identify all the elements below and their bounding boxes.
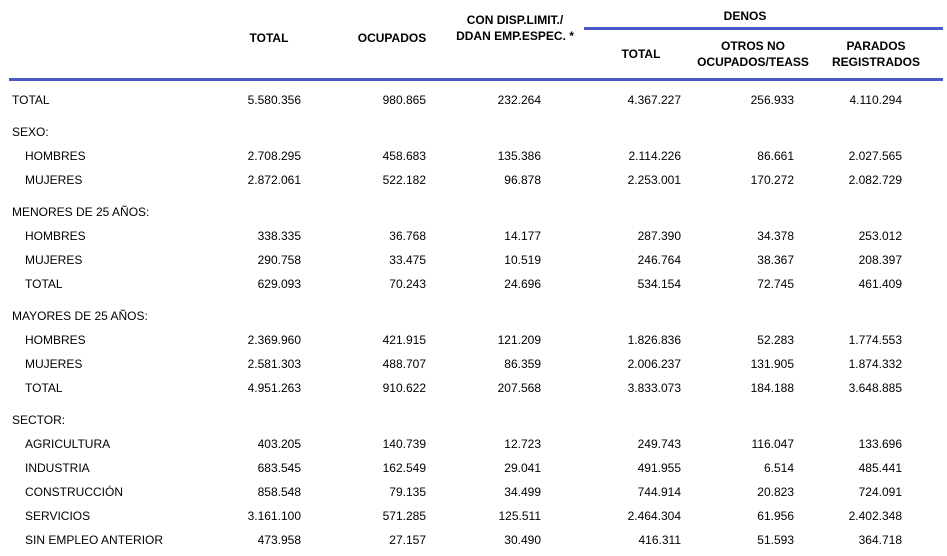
cell-col-2: 571.285: [382, 509, 426, 523]
section-label: MAYORES DE 25 AÑOS:: [12, 309, 148, 323]
cell-col-2: 488.707: [382, 357, 426, 371]
cell-col-3: 29.041: [504, 461, 541, 475]
header-ocupados: OCUPADOS: [357, 31, 427, 45]
cell-col-5: 72.745: [757, 277, 794, 291]
cell-col-6: 1.774.553: [848, 333, 902, 347]
row-label: INDUSTRIA: [25, 461, 90, 475]
cell-col-1: 290.758: [257, 253, 301, 267]
cell-col-3: 86.359: [504, 357, 541, 371]
row-label: MUJERES: [25, 253, 83, 267]
cell-col-2: 458.683: [382, 149, 426, 163]
cell-col-2: 36.768: [389, 229, 426, 243]
section-row: [0, 306, 947, 326]
cell-col-1: 2.708.295: [247, 149, 301, 163]
cell-col-6: 461.409: [858, 277, 902, 291]
cell-col-1: 858.548: [257, 485, 301, 499]
section-label: SECTOR:: [12, 413, 66, 427]
section-row: [0, 410, 947, 430]
cell-col-1: 2.872.061: [247, 173, 301, 187]
table-row: [0, 170, 947, 190]
row-label: SIN EMPLEO ANTERIOR: [25, 533, 164, 547]
cell-col-2: 140.739: [382, 437, 426, 451]
cell-col-1: 338.335: [257, 229, 301, 243]
cell-col-1: 629.093: [257, 277, 301, 291]
table-row: [0, 226, 947, 246]
header-con-disp: [440, 12, 590, 44]
cell-col-3: 232.264: [497, 93, 541, 107]
table-row: [0, 250, 947, 270]
cell-col-4: 249.743: [637, 437, 681, 451]
cell-col-4: 287.390: [637, 229, 681, 243]
cell-col-6: 485.441: [858, 461, 902, 475]
cell-col-3: 96.878: [504, 173, 541, 187]
cell-col-1: 473.958: [257, 533, 301, 547]
cell-col-4: 1.826.836: [627, 333, 681, 347]
cell-col-6: 4.110.294: [849, 93, 902, 107]
header-otros: [692, 38, 814, 70]
header-denos: DENOS: [723, 9, 767, 23]
cell-col-5: 61.956: [757, 509, 794, 523]
table-row: [0, 458, 947, 478]
row-label: HOMBRES: [25, 333, 86, 347]
header-bottom-rule: [9, 78, 943, 81]
table-row: [0, 274, 947, 294]
header-otros-line2: OCUPADOS/TEASS: [697, 55, 809, 69]
cell-col-3: 24.696: [504, 277, 541, 291]
cell-col-3: 12.723: [504, 437, 541, 451]
cell-col-3: 125.511: [498, 509, 541, 523]
cell-col-6: 2.082.729: [848, 173, 902, 187]
cell-col-2: 522.182: [382, 173, 426, 187]
cell-col-4: 534.154: [637, 277, 681, 291]
cell-col-3: 207.568: [497, 381, 541, 395]
header-con-disp-line2: DDAN EMP.ESPEC. *: [456, 29, 574, 43]
cell-col-6: 133.696: [858, 437, 902, 451]
cell-col-2: 79.135: [389, 485, 426, 499]
section-row: [0, 202, 947, 222]
cell-col-3: 30.490: [504, 533, 541, 547]
header-total: TOTAL: [249, 31, 289, 45]
cell-col-5: 51.593: [757, 533, 794, 547]
row-label: SERVICIOS: [25, 509, 91, 523]
table-row: [0, 90, 947, 110]
cell-col-1: 4.951.263: [247, 381, 301, 395]
cell-col-3: 34.499: [504, 485, 541, 499]
cell-col-4: 744.914: [637, 485, 681, 499]
cell-col-4: 2.253.001: [627, 173, 681, 187]
cell-col-2: 421.915: [382, 333, 426, 347]
cell-col-6: 2.402.348: [848, 509, 902, 523]
header-parados-line1: PARADOS: [846, 39, 906, 53]
header-otros-line1: OTROS NO: [720, 39, 785, 53]
cell-col-2: 162.549: [382, 461, 426, 475]
cell-col-1: 403.205: [257, 437, 301, 451]
cell-col-1: 2.581.303: [247, 357, 301, 371]
section-label: SEXO:: [12, 125, 49, 139]
cell-col-2: 27.157: [389, 533, 426, 547]
cell-col-2: 980.865: [382, 93, 426, 107]
cell-col-2: 910.622: [382, 381, 426, 395]
row-label: TOTAL: [25, 381, 63, 395]
cell-col-1: 2.369.960: [247, 333, 301, 347]
cell-col-3: 135.386: [497, 149, 541, 163]
header-parados: [816, 38, 936, 70]
header-con-disp-line1: CON DISP.LIMIT./: [466, 13, 564, 27]
cell-col-1: 5.580.356: [247, 93, 301, 107]
cell-col-6: 208.397: [858, 253, 902, 267]
cell-col-4: 2.114.226: [628, 149, 681, 163]
table-row: [0, 330, 947, 350]
cell-col-6: 2.027.565: [848, 149, 902, 163]
cell-col-6: 724.091: [858, 485, 902, 499]
table-row: [0, 506, 947, 526]
denos-divider: [584, 27, 943, 30]
cell-col-4: 416.311: [638, 533, 681, 547]
cell-col-5: 52.283: [757, 333, 794, 347]
cell-col-5: 131.905: [750, 357, 794, 371]
cell-col-2: 70.243: [389, 277, 426, 291]
cell-col-5: 116.047: [751, 437, 794, 451]
table-row: [0, 530, 947, 550]
cell-col-1: 683.545: [257, 461, 301, 475]
cell-col-2: 33.475: [389, 253, 426, 267]
row-label: MUJERES: [25, 173, 83, 187]
cell-col-4: 2.006.237: [627, 357, 681, 371]
cell-col-5: 38.367: [757, 253, 794, 267]
cell-col-3: 10.519: [504, 253, 541, 267]
cell-col-6: 3.648.885: [848, 381, 902, 395]
row-label: CONSTRUCCIÓN: [25, 485, 123, 499]
cell-col-5: 6.514: [763, 461, 794, 475]
table-row: [0, 434, 947, 454]
table-row: [0, 354, 947, 374]
cell-col-6: 1.874.332: [848, 357, 902, 371]
header-denos-total: TOTAL: [621, 47, 661, 61]
cell-col-4: 246.764: [637, 253, 681, 267]
section-row: [0, 122, 947, 142]
cell-col-4: 2.464.304: [627, 509, 681, 523]
cell-col-5: 184.188: [750, 381, 794, 395]
cell-col-6: 253.012: [858, 229, 902, 243]
cell-col-4: 3.833.073: [627, 381, 681, 395]
row-label: AGRICULTURA: [25, 437, 111, 451]
cell-col-3: 121.209: [497, 333, 541, 347]
cell-col-5: 170.272: [750, 173, 794, 187]
cell-col-1: 3.161.100: [247, 509, 301, 523]
row-label: TOTAL: [25, 277, 63, 291]
row-label: MUJERES: [25, 357, 83, 371]
cell-col-5: 86.661: [757, 149, 794, 163]
header-parados-line2: REGISTRADOS: [831, 55, 920, 69]
cell-col-6: 364.718: [858, 533, 902, 547]
cell-col-5: 20.823: [757, 485, 794, 499]
cell-col-4: 491.955: [637, 461, 681, 475]
cell-col-3: 14.177: [504, 229, 541, 243]
row-label: HOMBRES: [25, 229, 86, 243]
table-row: [0, 146, 947, 166]
row-label: HOMBRES: [25, 149, 86, 163]
row-label: TOTAL: [12, 93, 50, 107]
table-row: [0, 482, 947, 502]
table-row: [0, 378, 947, 398]
cell-col-4: 4.367.227: [627, 93, 681, 107]
cell-col-5: 256.933: [750, 93, 794, 107]
cell-col-5: 34.378: [757, 229, 794, 243]
section-label: MENORES DE 25 AÑOS:: [12, 205, 150, 219]
